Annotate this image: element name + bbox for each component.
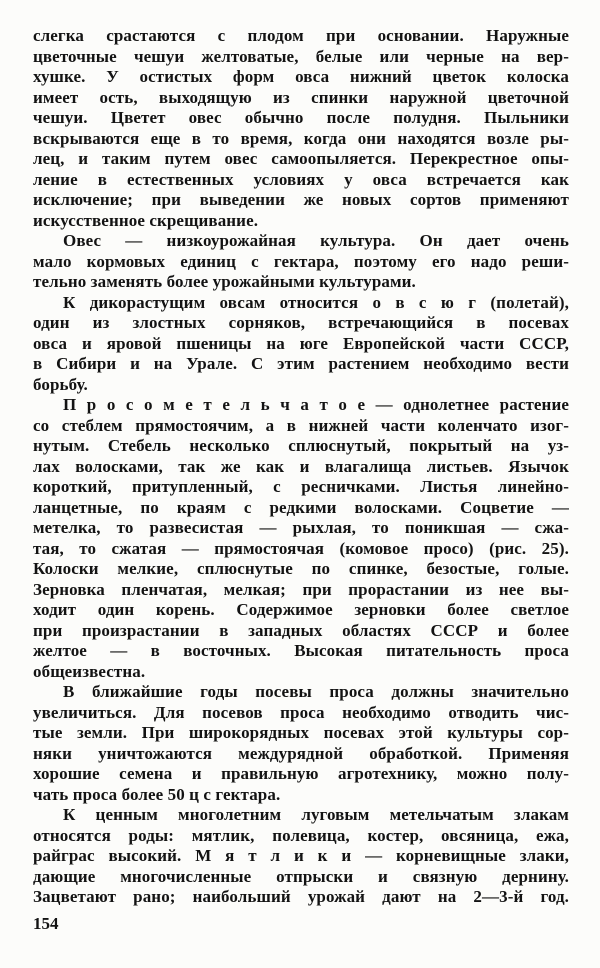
text-line: мало кормовых единиц с гектара, поэтому его надо реши- [33,251,569,271]
text-line: К ценным многолетним луговым метельчатым злакам [63,805,569,824]
text-line: Овес — низкоурожайная культура. Он дает очень [63,231,569,250]
text-line: райграс высокий. М я т л и к и — корневищные злаки, [33,846,569,865]
text-line: имеет ость, выходящую из спинки наружной цветочной [33,87,569,107]
text-line: няки уничтожаются междурядной обработкой. Применяя [33,743,569,763]
text-line: дающие многочисленные отпрыски и связную дернину. [33,866,569,886]
text-line: Колоски мелкие, сплюснутые по спинке, безостые, голые. [33,559,569,578]
text-line: относятся роды: мятлик, полевица, костер, овсяница, ежа, [33,825,569,845]
text-line: нутым. Стебель несколько сплюснутый, покрытый на уз- [33,436,569,455]
text-line: лец, и таким путем овес самоопыляется. Перекрестное опы- [33,149,569,168]
text-line: в Сибири и на Урале. С этим растением необходимо вести [33,354,569,373]
text-line: цветочные чешуи желтоватые, белые или черные на вер- [33,46,569,66]
text-line: чать проса более 50 ц с гектара. [33,784,281,804]
text-line: один из злостных сорняков, встречающийся в посевах [33,313,569,332]
page-number: 154 [33,914,59,933]
text-line: общеизвестна. [33,661,146,681]
text-line: тые земли. При широкорядных посевах этой культуры сор- [33,723,569,742]
text-line: хушке. У остистых форм овса нижний цветок колоска [33,67,569,86]
text-line: метелка, то развесистая — рыхлая, то поникшая — сжа- [33,518,569,537]
text-line: Зацветают рано; наибольший урожай дают на 2—3-й год. [33,887,569,906]
text-line: овса и яровой пшеницы на юге Европейской части СССР, [33,333,569,353]
text-line: со стеблем прямостоячим, а в нижней части коленчато изог- [33,415,569,435]
text-line: П р о с о м е т е л ь ч а т о е — однолетнее растение [63,395,569,414]
text-line: ходит один корень. Содержимое зерновки более светлое [33,600,569,619]
text-line: борьбу. [33,374,88,394]
text-line: желтое — в восточных. Высокая питательность проса [33,641,569,660]
text-line: Зерновка пленчатая, мелкая; при прорастании из нее вы- [33,579,569,599]
text-line: лах волосками, так же как и влагалища листьев. Язычок [33,456,569,476]
text-line: тая, то сжатая — прямостоячая (комовое просо) (рис. 25). [33,538,569,558]
text-line: К дикорастущим овсам относится о в с ю г (полетай), [63,292,569,312]
text-line: вскрываются еще в то время, когда они находятся возле ры- [33,128,569,148]
text-line: искусственное скрещивание. [33,210,259,230]
text-line: чешуи. Цветет овес обычно после полудня. Пыльники [33,108,569,127]
text-line: В ближайшие годы посевы проса должны значительно [63,682,569,701]
text-line: короткий, притупленный, с ресничками. Листья линейно- [33,477,569,496]
text-line: слегка срастаются с плодом при основании. Наружные [33,26,569,45]
text-line: при произрастании в западных областях СССР и более [33,620,569,640]
text-line: ление в естественных условиях у овса встречается как [33,169,569,189]
text-line: ланцетные, по краям с редкими волосками. Соцветие — [33,497,569,517]
text-line: тельно заменять более урожайными культурами. [33,272,416,291]
text-line: исключение; при выведении же новых сортов применяют [33,190,569,209]
text-line: хорошие семена и правильную агротехнику, можно полу- [33,764,569,783]
text-block [33,26,569,908]
text-line: увеличиться. Для посевов проса необходимо отводить чис- [33,702,569,722]
